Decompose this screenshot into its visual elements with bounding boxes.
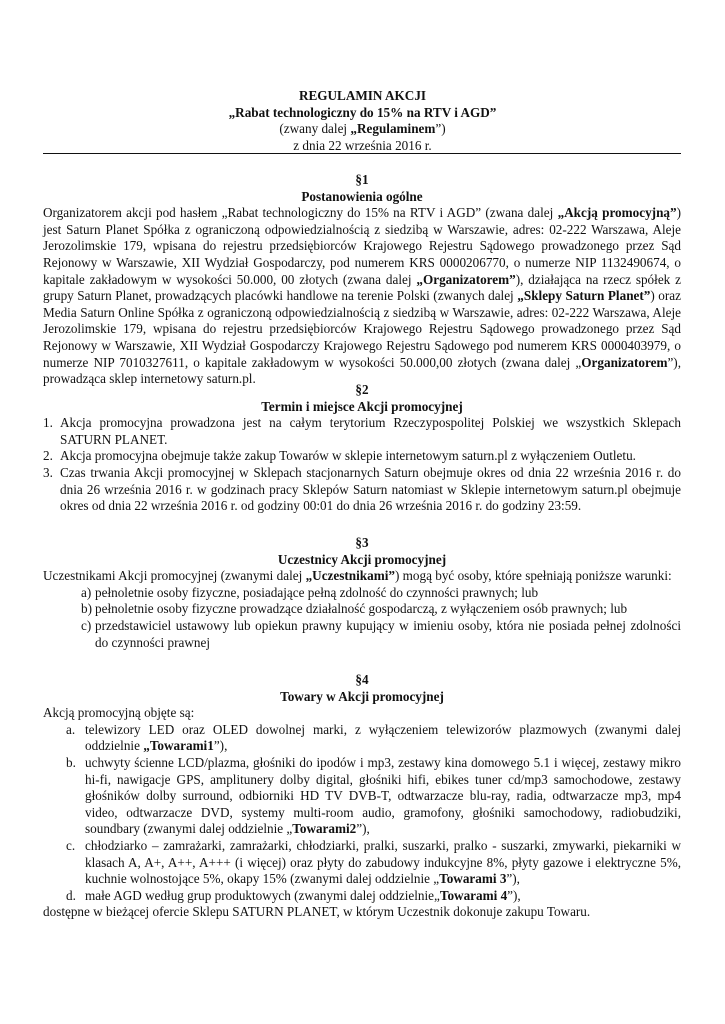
item-number: 1. [43, 415, 53, 431]
s1-text-3: ), działająca na rzecz spółek z grupy Saturn Planet, prowadzących placówki handlowe na terenie Polski (zwanych dalej [43, 271, 681, 304]
alias-suffix: ”) [435, 121, 446, 137]
s1-text-2: ) jest Saturn Planet Spółka z ograniczoną odpowiedzialnością z siedzibą w Warszawie, adres: 02-222 Warszawa, Aleje Jerozolimskie 179, wpisana do rejestru przedsiębiorców Krajowego Rejestru Sądowego prowadzonego przez Sąd Rejonowy w Warszawie, XII Wydział Gospodarczy, pod numerem KRS 0000206770, o numerze NIP 1132490674, o kapitale zakładowym w wysokości 50.000, 00 złotych (zwana dalej [43, 205, 681, 287]
item-text: Czas trwania Akcji promocyjnej w Sklepach stacjonarnych Saturn obejmuje okres od dnia 22 września 2016 r. do dnia 26 września 2016 r. w godzinach pracy Sklepów Saturn natomiast w Sklepie internetowym saturn.pl obejmuje okres od dnia 22 września 2016 r. od godziny 00:01 do dnia 26 września 2016 r. do godziny 23:59. [60, 464, 681, 514]
item-text: Akcja promocyjna obejmuje także zakup Towarów w sklepie internetowym saturn.pl z wyłączeniem Outletu. [60, 448, 636, 464]
item-letter: b) [81, 601, 92, 617]
item-bold: Towarami 3 [439, 871, 507, 887]
item-letter: d. [66, 887, 76, 903]
list-item [43, 601, 681, 618]
document-alias [0, 121, 725, 138]
list-item [43, 888, 681, 905]
section-1-number: §1 [355, 172, 369, 187]
item-letter: c) [81, 617, 92, 633]
section-1-body [43, 205, 681, 388]
s1-bold-2: „Organizatorem” [416, 271, 516, 287]
section-3 [43, 535, 681, 651]
section-2-title: Termin i miejsce Akcji promocyjnej [261, 398, 463, 414]
section-4-closing: dostępne w bieżącej ofercie Sklepu SATURN PLANET, w którym Uczestnik dokonuje zakupu Towaru. [43, 904, 591, 920]
item-text: pełnoletnie osoby fizyczne prowadzące działalność gospodarczą, z wyłączeniem osób prawnych; lub [95, 601, 628, 617]
section-2-number: §2 [355, 382, 369, 397]
item-text: małe AGD według grup produktowych (zwanymi dalej oddzielnie„ [85, 887, 440, 903]
section-1 [43, 172, 681, 388]
list-item [43, 618, 681, 651]
section-3-intro [43, 568, 681, 585]
list-item [43, 465, 681, 515]
document-date: z dnia 22 września 2016 r. [293, 137, 432, 153]
section-4 [43, 672, 681, 921]
s3-intro-bold: „Uczestnikami” [305, 568, 395, 584]
item-tail: ”), [356, 821, 370, 837]
section-4-title: Towary w Akcji promocyjnej [280, 688, 444, 704]
document-subtitle: „Rabat technologiczny do 15% na RTV i AGD” [228, 104, 497, 120]
item-text: uchwyty ścienne LCD/plazma, głośniki do ipodów i mp3, zestawy kina domowego 5.1 i więcej, zestawy mikro hi-fi, nawigacje GPS, amplitunery dolby digital, głośniki hifi, ebikes tuner cd/mp3 samochodowe, zestawy głośników dolby surround, odbiorniki HD TV DVB-T, odtwarzacze blu-ray, radia, odtwarzacze mp3, mp4 video, odtwarzacze DVD, systemy multi-room audio, gramofony, głośniki samochodowy, radiobudziki, soundbary (zwanymi dalej oddzielnie „ [85, 754, 681, 837]
item-letter: b. [66, 754, 76, 770]
item-text: telewizory LED oraz OLED dowolnej marki, z wyłączeniem telewizorów plazmowych (zwanymi dalej oddzielnie [85, 721, 681, 754]
section-2-list [43, 415, 681, 515]
section-1-title: Postanowienia ogólne [301, 188, 423, 204]
item-number: 2. [43, 448, 53, 464]
s1-bold-1: „Akcją promocyjną” [557, 205, 677, 221]
item-text: pełnoletnie osoby fizyczne, posiadające pełną zdolność do czynności prawnych; lub [95, 584, 539, 600]
s1-bold-3: „Sklepy Saturn Planet” [517, 288, 651, 304]
section-3-list [43, 585, 681, 651]
s3-intro-tail: ) mogą być osoby, które spełniają poniższe warunki: [394, 568, 672, 584]
document-title: REGULAMIN AKCJI [298, 88, 427, 103]
s1-text-1: Organizatorem akcji pod hasłem „Rabat technologiczny do 15% na RTV i AGD” (zwana dalej [43, 205, 558, 221]
item-bold: Towarami 4 [439, 887, 508, 903]
section-3-title: Uczestnicy Akcji promocyjnej [277, 551, 447, 567]
section-4-list [43, 722, 681, 905]
item-letter: a. [66, 721, 76, 737]
s1-text-5: ”), prowadząca sklep internetowy saturn.pl. [43, 354, 681, 387]
item-letter: a) [81, 584, 92, 600]
item-bold: Towarami2 [292, 821, 357, 837]
alias-bold: „Regulaminem [350, 121, 436, 137]
s3-intro-text: Uczestnikami Akcji promocyjnej (zwanymi dalej [43, 568, 306, 584]
list-item [43, 448, 681, 465]
alias-prefix: (zwany dalej [279, 121, 351, 137]
item-text: chłodziarko – zamrażarki, zamrażarki, chłodziarki, pralki, suszarki, pralko - suszarki, zmywarki, piekarniki w klasach A, A+, A++, A+++ (i więcej) oraz płyty do zabudowy indukcyjne 8%, płyty gazowe i elektryczne 5%, kuchnie wolnostojące 5%, okapy 15% (zwanymi dalej oddzielnie „ [85, 837, 681, 887]
header-divider [43, 153, 681, 154]
section-3-number: §3 [355, 535, 369, 550]
s1-text-4: ) oraz Media Saturn Online Spółka z ograniczoną odpowiedzialnością z siedzibą w Warszawie, adres: 02-222 Warszawa, Aleje Jerozolimskie 179, wpisana do rejestru przedsiębiorców Krajowego Rejestru Sądowego prowadzonego przez Sąd Rejonowy w Warszawie, XII Wydział Gospodarczy Krajowego Rejestru Sądowego pod numerem KRS 0000403979, o numerze NIP 7010327611, o kapitale zakładowym w wysokości 50.000,00 złotych (zwana dalej „ [43, 288, 681, 370]
list-item [43, 585, 681, 602]
item-tail: ”), [506, 871, 520, 887]
item-number: 3. [43, 464, 53, 480]
section-2 [43, 382, 681, 515]
item-letter: c. [66, 837, 76, 853]
list-item [43, 415, 681, 448]
item-bold: „Towarami1 [143, 738, 214, 754]
list-item [43, 838, 681, 888]
item-text: Akcja promocyjna prowadzona jest na całym terytorium Rzeczypospolitej Polskiej we wszystkich Sklepach SATURN PLANET. [60, 415, 681, 447]
section-4-intro: Akcją promocyjną objęte są: [43, 705, 195, 721]
s1-bold-4: Organizatorem [581, 354, 668, 370]
list-item [43, 755, 681, 838]
list-item [43, 722, 681, 755]
section-4-number: §4 [355, 672, 369, 687]
item-tail: ”), [507, 887, 521, 903]
document-header [0, 88, 725, 154]
item-tail: ”), [213, 738, 228, 754]
item-text: przedstawiciel ustawowy lub opiekun prawny kupujący w imieniu osoby, która nie posiada pełnej zdolności do czynności prawnej [95, 617, 681, 650]
